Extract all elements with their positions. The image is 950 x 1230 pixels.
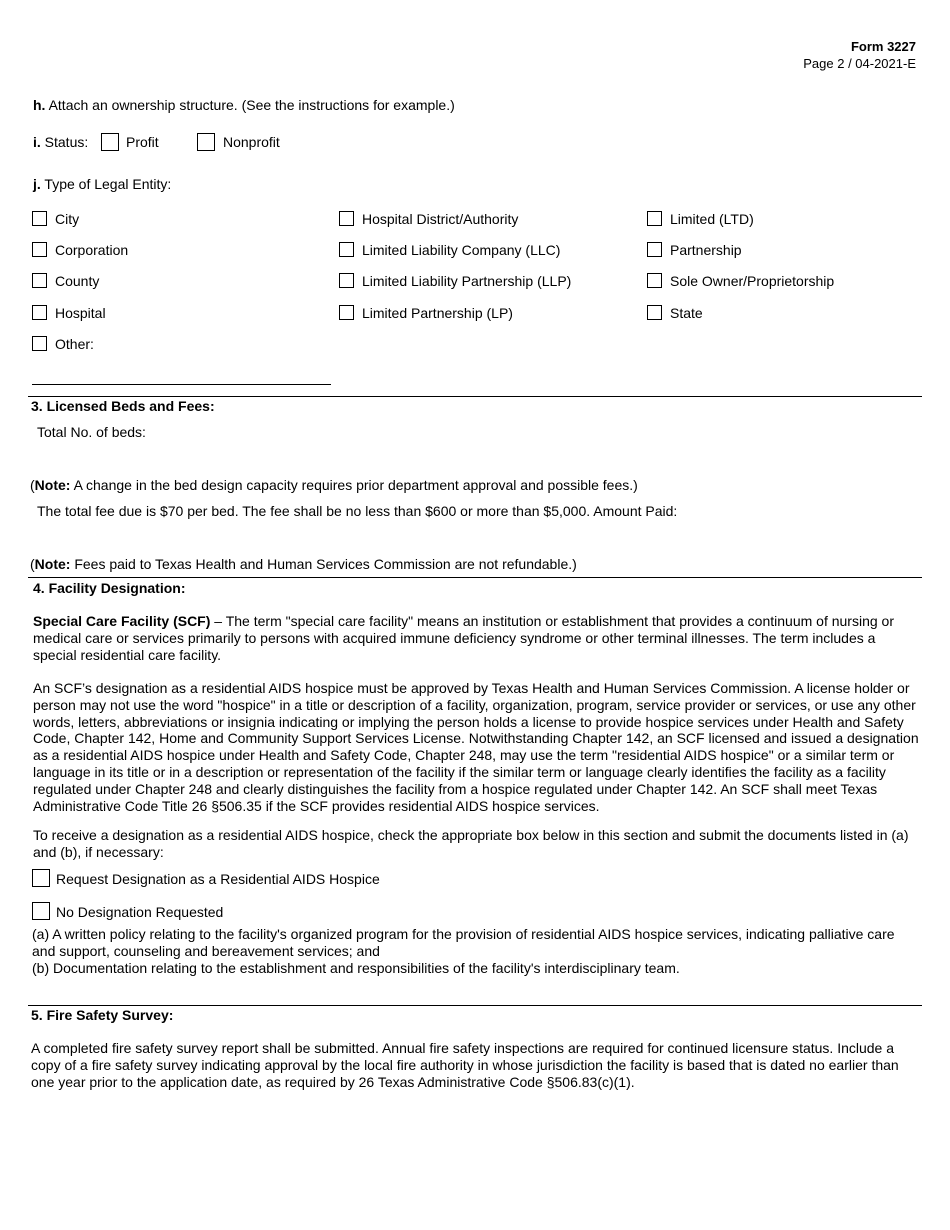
no-designation-checkbox[interactable]	[32, 902, 50, 920]
fee-refund-note: (Note: Fees paid to Texas Health and Human Services Commission are not refundable.)	[30, 556, 577, 572]
section-h-text: Attach an ownership structure. (See the instructions for example.)	[48, 97, 455, 113]
entity-llp-checkbox[interactable]	[339, 273, 354, 288]
entity-lp-label: Limited Partnership (LP)	[362, 305, 513, 321]
entity-county-checkbox[interactable]	[32, 273, 47, 288]
note2-label: Note:	[34, 556, 71, 572]
document-a: (a) A written policy relating to the facility's organized program for the provision of residential AIDS hospice services, indicating palliative care and support, counseling and bereavement services; and	[32, 926, 895, 959]
section-4-heading: 4. Facility Designation:	[33, 580, 186, 596]
status-profit-checkbox[interactable]	[101, 133, 119, 151]
entity-state-label: State	[670, 305, 703, 321]
entity-ltd-checkbox[interactable]	[647, 211, 662, 226]
entity-county-label: County	[55, 273, 100, 289]
note2-text: Fees paid to Texas Health and Human Services Commission are not refundable.)	[70, 556, 577, 572]
entity-city-label: City	[55, 211, 80, 227]
section-3-heading: 3. Licensed Beds and Fees:	[31, 398, 215, 414]
section-i-label	[33, 134, 88, 150]
designation-instructions: To receive a designation as a residential AIDS hospice, check the appropriate box below in this section and submit the documents listed in (a) and (b), if necessary:	[33, 827, 909, 860]
fire-safety-text: A completed fire safety survey report shall be submitted. Annual fire safety inspections are required for continued licensure status. Include a copy of a fire safety survey indicating approval by the local fire authority in whose jurisdiction the facility is based that is dated no earlier than one year prior to the application date, as required by 26 Texas Administrative Code §506.83(c)(1).	[31, 1040, 899, 1090]
status-profit-label: Profit	[126, 134, 159, 150]
scf-definition	[33, 613, 921, 663]
other-entity-input-line[interactable]	[32, 384, 331, 385]
section-5-heading: 5. Fire Safety Survey:	[31, 1007, 174, 1023]
section-divider-5	[28, 1005, 922, 1006]
entity-ltd-label: Limited (LTD)	[670, 211, 754, 227]
status-nonprofit-checkbox[interactable]	[197, 133, 215, 151]
note1-label: Note:	[34, 477, 71, 493]
scf-designation-paragraph: An SCF’s designation as a residential AIDS hospice must be approved by Texas Health and Human Services Commission. A license holder or person may not use the word "hospice" in a title or description of a facility, organization, program, service provider or services, or use any other words, letters, abbreviations or insignia indicating or implying the person holds a license to provide hospice services under Health and Safety Code, Chapter 142, Home and Community Support Services License. Notwithstanding Chapter 142, an SCF licensed and issued a designation as a residential AIDS hospice under Health and Safety Code, Chapter 248, may use the term "residential AIDS hospice" or a similar term or language in its title or in a description or representation of the facility if the similar term or language clearly identifies the facility as a facility regulated under Chapter 248 and clearly distinguishes the facility from a hospice regulated under Chapter 142. An SCF shall meet Texas Administrative Code Title 26 §506.35 if the SCF provides residential AIDS hospice services.	[33, 680, 919, 814]
page-info: Page 2 / 04-2021-E	[803, 56, 916, 71]
entity-hospital-checkbox[interactable]	[32, 305, 47, 320]
entity-sole-owner-checkbox[interactable]	[647, 273, 662, 288]
entity-llp-label: Limited Liability Partnership (LLP)	[362, 273, 572, 289]
entity-llc-label: Limited Liability Company (LLC)	[362, 242, 561, 258]
scf-term: Special Care Facility (SCF)	[33, 613, 211, 629]
document-b: (b) Documentation relating to the establishment and responsibilities of the facility's interdisciplinary team.	[32, 960, 680, 976]
entity-llc-checkbox[interactable]	[339, 242, 354, 257]
entity-city-checkbox[interactable]	[32, 211, 47, 226]
section-h	[33, 97, 455, 113]
section-i-letter: i.	[33, 134, 41, 150]
note1-text: A change in the bed design capacity requires prior department approval and possible fees.)	[70, 477, 638, 493]
entity-other-checkbox[interactable]	[32, 336, 47, 351]
section-j-label	[33, 176, 171, 192]
entity-other-label: Other:	[55, 336, 94, 352]
entity-hospital-label: Hospital	[55, 305, 106, 321]
section-j-letter: j.	[33, 176, 41, 192]
form-number: Form 3227	[850, 39, 916, 54]
fee-text: The total fee due is $70 per bed. The fee shall be no less than $600 or more than $5,000. Amount Paid:	[37, 503, 678, 519]
bed-capacity-note: (Note: A change in the bed design capacity requires prior department approval and possible fees.)	[30, 477, 638, 493]
section-h-letter: h.	[33, 97, 46, 113]
status-nonprofit-label: Nonprofit	[223, 134, 280, 150]
request-designation-checkbox[interactable]	[32, 869, 50, 887]
status-label: Status:	[44, 134, 89, 150]
entity-sole-owner-label: Sole Owner/Proprietorship	[670, 273, 835, 289]
section-divider-4	[28, 577, 922, 578]
entity-partnership-checkbox[interactable]	[647, 242, 662, 257]
entity-hospital-district-label: Hospital District/Authority	[362, 211, 519, 227]
total-beds-label: Total No. of beds:	[37, 424, 146, 440]
request-designation-label: Request Designation as a Residential AIDS Hospice	[56, 871, 380, 887]
legal-entity-label: Type of Legal Entity:	[44, 176, 172, 192]
entity-corporation-label: Corporation	[55, 242, 129, 258]
entity-corporation-checkbox[interactable]	[32, 242, 47, 257]
entity-hospital-district-checkbox[interactable]	[339, 211, 354, 226]
entity-state-checkbox[interactable]	[647, 305, 662, 320]
section-divider-3	[28, 396, 922, 397]
entity-lp-checkbox[interactable]	[339, 305, 354, 320]
no-designation-label: No Designation Requested	[56, 904, 224, 920]
entity-partnership-label: Partnership	[670, 242, 742, 258]
scf-text: – The term "special care facility" means an institution or establishment that provides a continuum of nursing or medical care or services primarily to persons with acquired immune deficiency syndrome or other terminal illnesses. The term includes a special residential care facility.	[33, 613, 894, 663]
